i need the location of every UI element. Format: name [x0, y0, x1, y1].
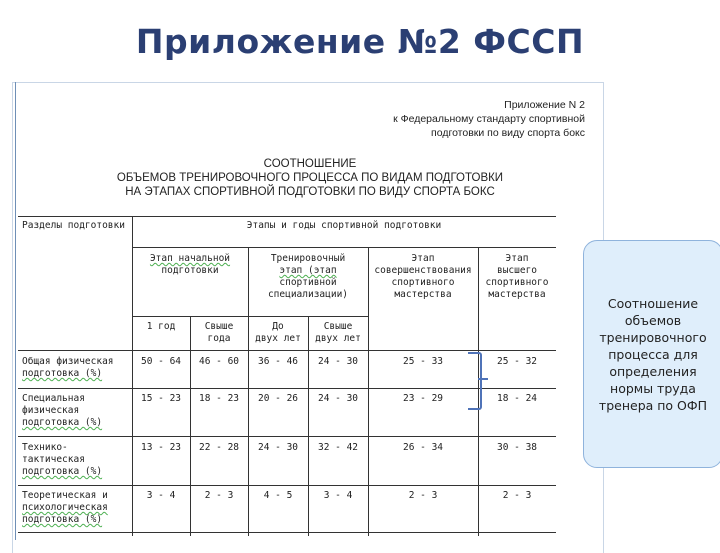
row-name-special-physical — [22, 393, 102, 429]
row-name-line: Технико- — [22, 442, 68, 453]
stage-improvement — [368, 253, 478, 301]
heading-line-2: ОБЪЕМОВ ТРЕНИРОВОЧНОГО ПРОЦЕССА ПО ВИДАМ ПОДГОТОВКИ — [116, 172, 504, 184]
table-cell: 24 - 30 — [257, 442, 299, 453]
stage-initial — [132, 253, 248, 277]
year-over-two — [308, 321, 368, 345]
row-name-line: подготовка (%) — [22, 417, 103, 428]
year-up-to-two-l1: До — [272, 321, 284, 332]
table-rule — [18, 485, 556, 486]
row-name-line: подготовка (%) — [22, 368, 103, 379]
table-cell: 3 - 4 — [146, 490, 176, 501]
year-first-l1: 1 год — [146, 321, 176, 332]
year-first — [132, 321, 190, 333]
stage-improvement-l2: совершенствования — [374, 265, 472, 276]
bracket-pointer — [478, 378, 488, 380]
row-name-line: подготовка (%) — [22, 514, 103, 525]
table-cell: 20 - 26 — [257, 393, 299, 404]
document-heading — [100, 157, 520, 199]
table-rule — [132, 247, 556, 248]
stage-improvement-l1: Этап — [411, 253, 435, 264]
year-over-one-l1: Свыше — [204, 321, 234, 332]
table-cell: 18 - 24 — [496, 393, 538, 404]
stage-training-l2: этап (этап — [279, 265, 337, 276]
stage-highest — [478, 253, 556, 301]
stage-training-l4: специализации) — [267, 289, 349, 300]
table-cell: 18 - 23 — [198, 393, 240, 404]
table-cell: 30 - 38 — [496, 442, 538, 453]
table-cell: 23 - 29 — [402, 393, 444, 404]
appendix-line-3: подготовки по виду спорта бокс — [431, 127, 585, 139]
bracket-annotation — [468, 352, 482, 410]
table-cell: 50 - 64 — [140, 356, 182, 367]
row-name-line: тактическая — [22, 454, 85, 465]
year-over-two-l1: Свыше — [323, 321, 353, 332]
stage-highest-l1: Этап — [505, 253, 529, 264]
appendix-line-2: к Федеральному стандарту спортивной — [393, 113, 585, 125]
heading-line-1: СООТНОШЕНИЕ — [263, 158, 357, 170]
row-name-line: психологическая — [22, 502, 108, 513]
table-cell: 15 - 23 — [140, 393, 182, 404]
stage-highest-l3: спортивного — [485, 277, 549, 288]
table-cell: 4 - 5 — [263, 490, 293, 501]
stage-highest-l4: мастерства — [488, 289, 546, 300]
table-rule — [18, 436, 556, 437]
table-cell: 26 - 34 — [402, 442, 444, 453]
row-name-theoretical — [22, 490, 108, 526]
table-cell: 3 - 4 — [323, 490, 353, 501]
row-name-line: подготовка (%) — [22, 466, 103, 477]
table-cell: 24 - 30 — [317, 356, 359, 367]
stage-improvement-l4: мастерства — [394, 289, 452, 300]
row-name-general-physical — [22, 356, 114, 380]
stage-initial-l2: подготовки — [161, 265, 219, 276]
stage-initial-l1: Этап начальной — [149, 253, 231, 264]
table-rule — [308, 316, 309, 536]
table-rule — [18, 532, 556, 533]
stage-training-l1: Тренировочный — [270, 253, 346, 264]
row-name-line: Специальная — [22, 393, 85, 404]
table-rule — [132, 316, 368, 317]
header-sections: Разделы подготовки — [22, 220, 125, 231]
stage-training-l3: спортивной — [279, 277, 337, 288]
appendix-reference — [375, 98, 585, 140]
table-cell: 24 - 30 — [317, 393, 359, 404]
year-up-to-two — [248, 321, 308, 345]
table-cell: 32 - 42 — [317, 442, 359, 453]
row-name-line: Теоретическая и — [22, 490, 108, 501]
table-cell: 25 - 33 — [402, 356, 444, 367]
callout-note-text: Соотношение объемов тренировочного процесса для определения нормы труда тренера по ОФП — [598, 295, 708, 413]
stage-training — [248, 253, 368, 301]
table-cell: 13 - 23 — [140, 442, 182, 453]
table-rule — [190, 316, 191, 536]
document-margin-line — [15, 82, 16, 540]
table-cell: 36 - 46 — [257, 356, 299, 367]
appendix-line-1: Приложение N 2 — [504, 99, 585, 111]
table-cell: 25 - 32 — [496, 356, 538, 367]
table-cell: 46 - 60 — [198, 356, 240, 367]
header-stages: Этапы и годы спортивной подготовки — [246, 220, 442, 231]
year-over-two-l2: двух лет — [315, 333, 361, 344]
stage-highest-l2: высшего — [496, 265, 538, 276]
year-over-one-l2: года — [207, 333, 231, 344]
callout-note — [583, 240, 720, 468]
stage-improvement-l3: спортивного — [391, 277, 455, 288]
table-cell: 22 - 28 — [198, 442, 240, 453]
table-rule — [18, 350, 556, 351]
table-cell: 2 - 3 — [502, 490, 532, 501]
year-over-one — [190, 321, 248, 345]
year-up-to-two-l2: двух лет — [255, 333, 301, 344]
slide-title: Приложение №2 ФССП — [135, 22, 585, 61]
heading-line-3: НА ЭТАПАХ СПОРТИВНОЙ ПОДГОТОВКИ ПО ВИДУ СПОРТА БОКС — [125, 186, 495, 198]
row-name-line: Общая физическая — [22, 356, 114, 367]
table-rule — [18, 216, 556, 217]
row-name-technical-tactical — [22, 442, 102, 478]
row-name-line: физическая — [22, 405, 80, 416]
table-cell: 2 - 3 — [408, 490, 438, 501]
table-cell: 2 - 3 — [204, 490, 234, 501]
